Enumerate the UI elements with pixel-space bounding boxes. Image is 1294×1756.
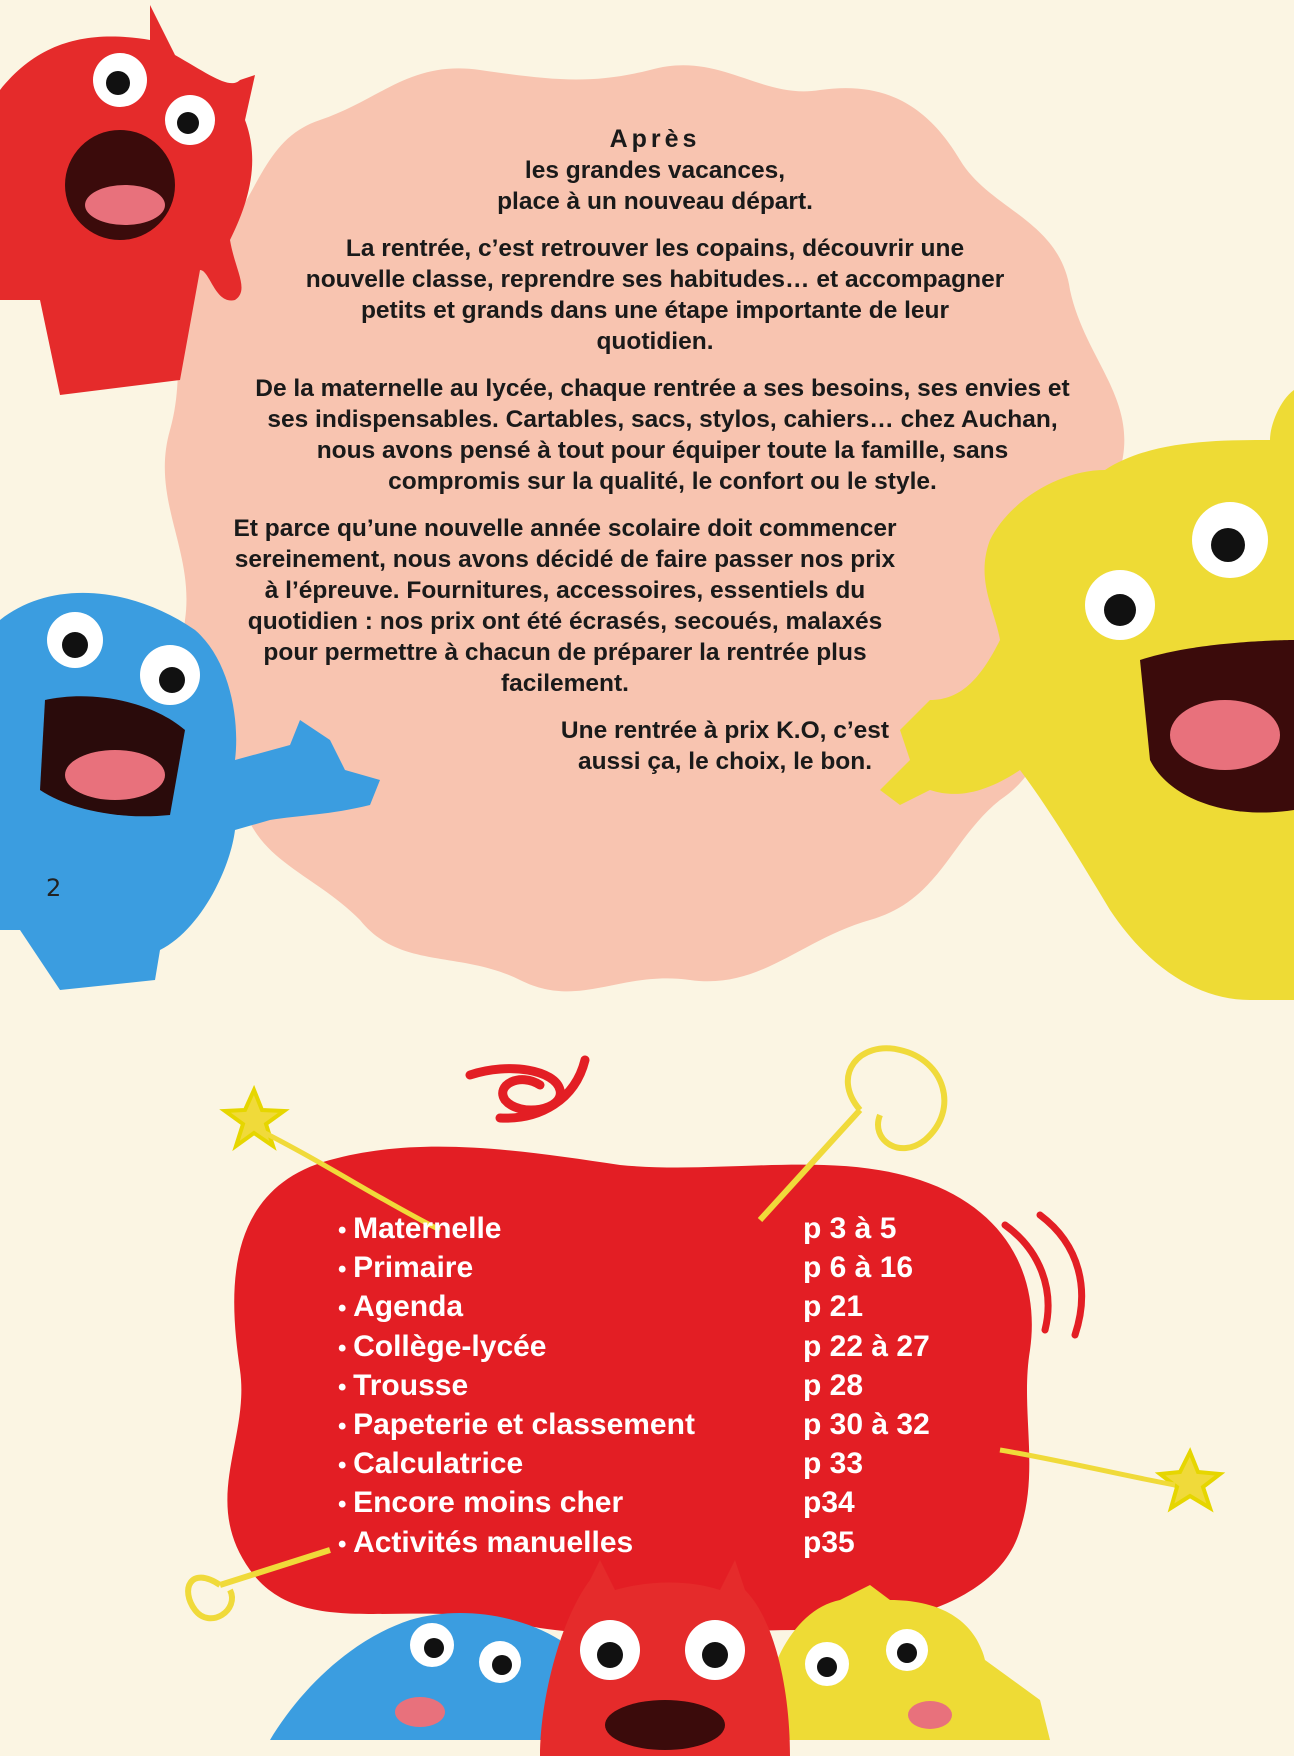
- toc-page-ref: p35: [803, 1525, 855, 1559]
- intro-title: Après: [609, 125, 701, 153]
- toc-section-name: • Primaire: [338, 1249, 803, 1288]
- toc-row[interactable]: [338, 1328, 953, 1367]
- toc-row[interactable]: [338, 1249, 953, 1288]
- toc-page-ref: p34: [803, 1486, 855, 1520]
- toc-row[interactable]: [338, 1406, 953, 1445]
- toc-row[interactable]: [338, 1210, 953, 1249]
- toc-row[interactable]: [338, 1367, 953, 1406]
- intro-text: . Fournitures, accessoires, essentiels du quotidien : nos prix ont été écrasés, secoués, malaxés pour permettre à chacun de préparer la rentrée plus facilement.: [247, 577, 883, 697]
- intro-bold: Cartables, sacs, stylos, cahiers… chez Auchan: [505, 406, 1051, 433]
- toc-row[interactable]: [338, 1445, 953, 1484]
- toc-section-name: • Agenda: [338, 1288, 803, 1327]
- toc-section-name: • Maternelle: [338, 1210, 803, 1249]
- toc-section-name: • Activités manuelles: [338, 1524, 803, 1563]
- toc-section-name: • Encore moins cher: [338, 1484, 803, 1523]
- intro-line: place à un nouveau départ.: [497, 188, 813, 215]
- toc-page-ref: p 22 à 27: [803, 1329, 930, 1363]
- intro-line: aussi ça, le choix, le bon.: [577, 748, 873, 775]
- toc-row[interactable]: [338, 1524, 953, 1563]
- toc-row[interactable]: [338, 1288, 953, 1327]
- toc-section-name: • Trousse: [338, 1367, 803, 1406]
- toc-page-ref: p 6 à 16: [803, 1251, 914, 1285]
- intro-paragraph-5: [215, 715, 1095, 777]
- toc-section-name: • Papeterie et classement: [338, 1406, 803, 1445]
- table-of-contents: [338, 1210, 953, 1563]
- intro-bold: De la maternelle au lycée: [255, 375, 547, 402]
- toc-section-name: • Collège-lycée: [338, 1328, 803, 1367]
- toc-section-name: • Calculatrice: [338, 1445, 803, 1484]
- toc-page-ref: p 33: [803, 1447, 864, 1481]
- toc-page-ref: p 30 à 32: [803, 1408, 930, 1442]
- intro-bold: nos prix à l’épreuve: [264, 546, 896, 604]
- intro-paragraph-1: [215, 124, 1095, 217]
- intro-text: [215, 124, 1095, 793]
- star-icon: [1000, 1450, 1220, 1508]
- intro-text: , nous avons pensé à tout pour équiper toute la famille, sans compromis: [316, 406, 1058, 495]
- intro-bold: sur la qualité, le confort ou le style.: [527, 468, 937, 495]
- toc-page-ref: p 21: [803, 1290, 864, 1324]
- intro-line: Une rentrée à prix K.O, c’est: [560, 717, 890, 744]
- intro-paragraph-2: La rentrée, c’est retrouver les copains, découvrir une nouvelle classe, reprendre ses habitudes… et accompagner petits et grands dans une étape importante de leur quotidien.: [305, 235, 1005, 355]
- intro-line: les grandes vacances,: [524, 157, 786, 184]
- toc-page-ref: p 3 à 5: [803, 1212, 897, 1245]
- intro-text: , chaque rentrée a ses besoins, ses envies et ses indispensables.: [267, 375, 1070, 433]
- page-number: 2: [46, 874, 62, 902]
- toc-page-ref: p 28: [803, 1368, 864, 1402]
- toc-row[interactable]: [338, 1484, 953, 1523]
- intro-paragraph-3: [215, 373, 1095, 497]
- intro-paragraph-4: [215, 513, 1095, 699]
- intro-text: Et parce qu’une nouvelle année scolaire doit commencer sereinement, nous avons décidé de faire passer: [233, 515, 897, 573]
- spiral-icon: [470, 1060, 585, 1118]
